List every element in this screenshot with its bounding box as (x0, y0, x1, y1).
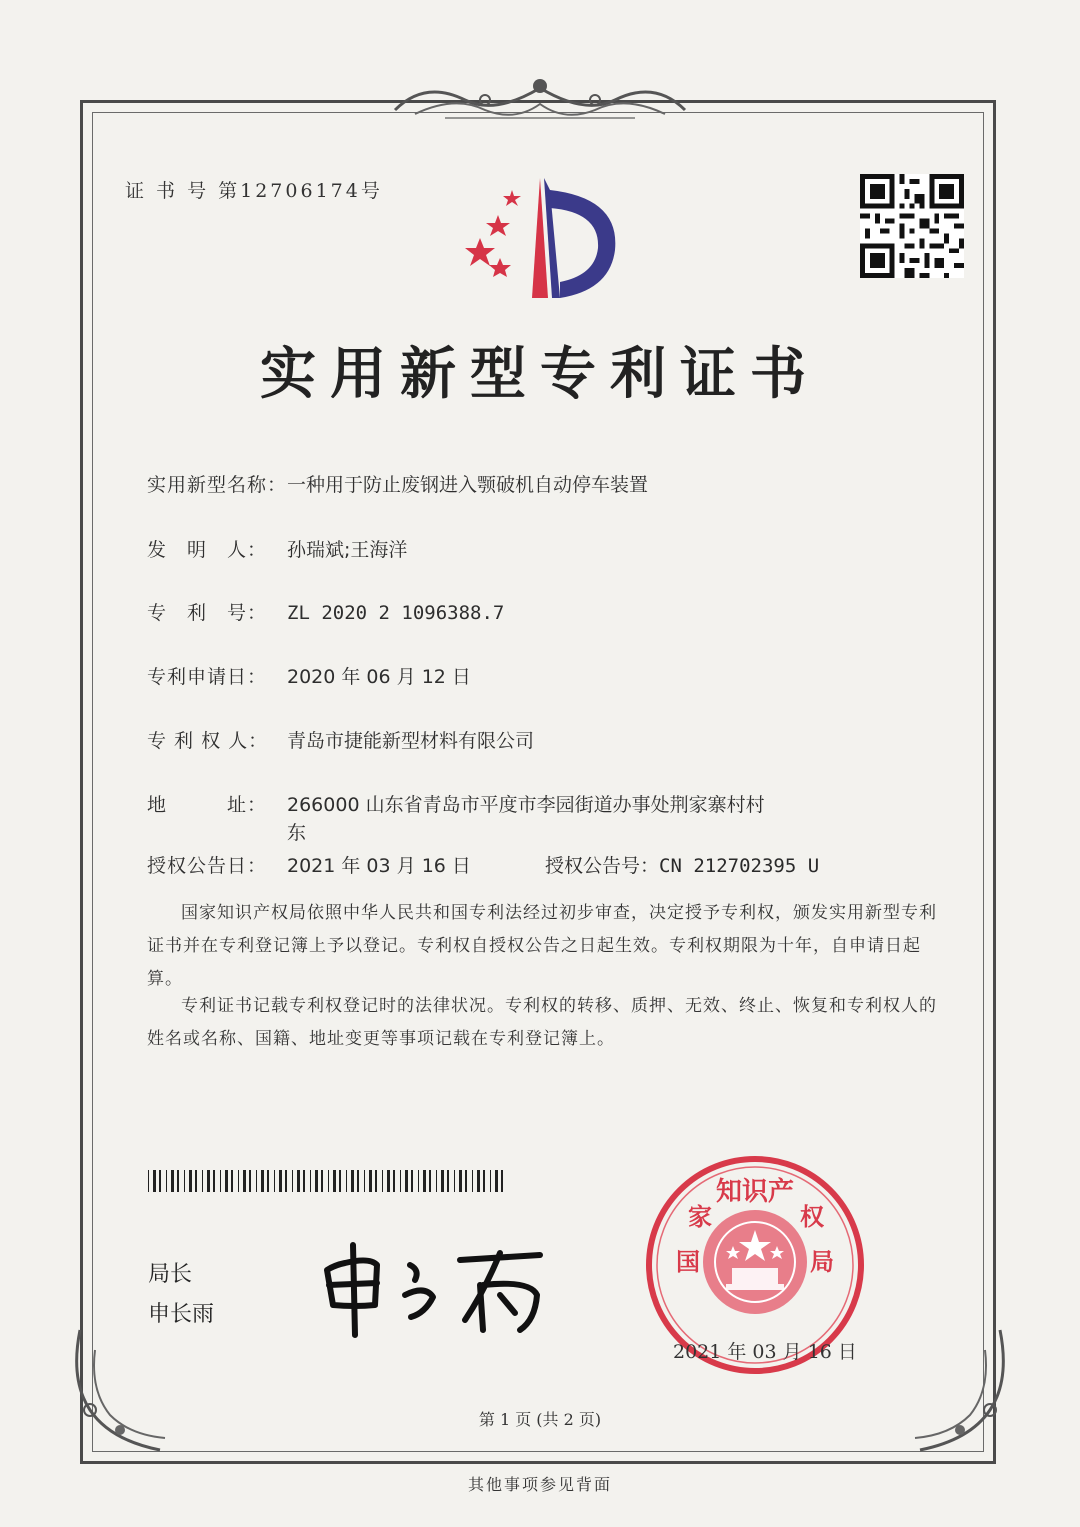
seal-text-top: 知识产 (715, 1177, 795, 1207)
certificate-number-label: 证 书 号 第 (125, 180, 241, 202)
field-label: 授权公告号： (545, 855, 660, 877)
field-label: 专 利 号： (147, 602, 268, 624)
field-label: 地 址： (147, 794, 268, 816)
director-name: 申长雨 (148, 1302, 215, 1327)
top-ornament-icon (385, 70, 695, 130)
field-application-date (147, 662, 471, 689)
director-signature (315, 1235, 555, 1345)
certificate-number-value: 12706174 (240, 180, 361, 202)
field-patentee (147, 726, 534, 753)
director-block (148, 1255, 214, 1335)
field-label: 授权公告日： (147, 855, 268, 877)
svg-text:国: 国 (676, 1248, 700, 1276)
certificate-number-suffix: 号 (360, 180, 383, 202)
field-address (147, 790, 765, 817)
svg-text:权: 权 (800, 1203, 824, 1231)
page-title: 实用新型专利证书 (260, 342, 820, 407)
corner-ornament-right-icon (900, 1320, 1020, 1460)
back-note: 其他事项参见背面 (467, 1475, 612, 1494)
field-inventor (147, 535, 407, 562)
field-value: 2020 年 06 月 12 日 (287, 666, 471, 688)
page-number: 第 1 页 (共 2 页) (478, 1410, 602, 1429)
field-value: 孙瑞斌;王海洋 (287, 539, 408, 561)
director-title: 局长 (148, 1262, 193, 1287)
cnipa-logo-icon (460, 170, 640, 310)
corner-ornament-left-icon (60, 1320, 180, 1460)
field-label: 专 利 权 人： (147, 730, 269, 752)
statement-paragraph-1: 国家知识产权局依照中华人民共和国专利法经过初步审查，决定授予专利权，颁发实用新型专利证书并在专利登记簿上予以登记。专利权自授权公告之日起生效。专利权期限为十年，自申请日起算。 (147, 903, 937, 989)
field-value: 青岛市捷能新型材料有限公司 (287, 730, 535, 752)
barcode-icon (148, 1170, 508, 1192)
field-value: 266000 山东省青岛市平度市李园街道办事处荆家寨村村 (287, 794, 765, 816)
field-value: 2021 年 03 月 16 日 (287, 855, 471, 877)
field-label: 发 明 人： (147, 539, 268, 561)
svg-text:家: 家 (688, 1203, 712, 1231)
svg-text:局: 局 (810, 1248, 834, 1276)
field-value: CN 212702395 U (659, 855, 820, 877)
field-label: 专利申请日： (147, 666, 268, 688)
qr-code-icon (860, 174, 964, 278)
field-utility-name (147, 470, 648, 497)
statement-paragraph-2: 专利证书记载专利权登记时的法律状况。专利权的转移、质押、无效、终止、恢复和专利权人的姓名或名称、国籍、地址变更等事项记载在专利登记簿上。 (147, 996, 937, 1049)
field-grant-date (147, 851, 471, 878)
field-patent-number (147, 598, 504, 625)
field-address-continued: 东 (287, 822, 307, 844)
field-label: 实用新型名称： (147, 474, 288, 496)
field-value: ZL 2020 2 1096388.7 (287, 602, 505, 624)
seal-date: 2021 年 03 月 16 日 (673, 1341, 857, 1363)
field-grant-number (545, 851, 819, 878)
certificate-number (125, 176, 383, 203)
field-value: 一种用于防止废钢进入颚破机自动停车装置 (287, 474, 649, 496)
